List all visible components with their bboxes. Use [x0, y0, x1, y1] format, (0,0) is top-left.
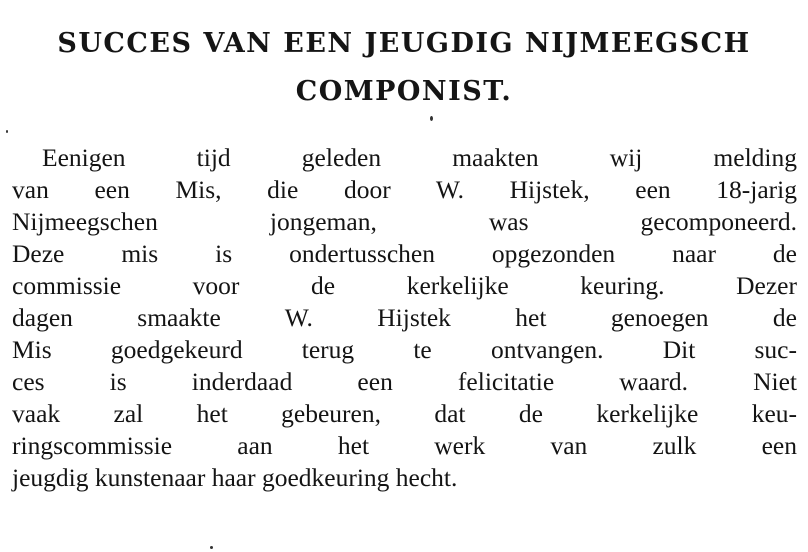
headline-line-1: SUCCES VAN EEN JEUGDIG NIJMEEGSCH	[57, 28, 751, 59]
article-line: commissie voor de kerkelijke keuring. Dezer	[12, 271, 797, 300]
article-line: Deze mis is ondertusschen opgezonden naar de	[12, 239, 797, 268]
article-line: Mis goedgekeurd terug te ontvangen. Dit suc-	[12, 335, 797, 364]
headline-line-2: COMPONIST.	[295, 76, 513, 107]
article-line: dagen smaakte W. Hijstek het genoegen de	[12, 303, 797, 332]
article-line: van een Mis, die door W. Hijstek, een 18-jarig	[12, 175, 797, 204]
article-line: jeugdig kunstenaar haar goedkeuring hecht.	[12, 463, 458, 492]
article-line: Eenigen tijd geleden maakten wij melding	[42, 143, 797, 172]
article-line: Nijmeegschen jongeman, was gecomponeerd.	[12, 207, 797, 236]
print-speck	[430, 116, 433, 121]
article-line: ces is inderdaad een felicitatie waard. Niet	[12, 367, 797, 396]
article-body	[12, 142, 797, 494]
article-line: ringscommissie aan het werk van zulk een	[12, 431, 797, 460]
article-line: vaak zal het gebeuren, dat de kerkelijke keu-	[12, 399, 797, 428]
print-speck	[6, 130, 8, 133]
print-speck	[210, 546, 213, 549]
